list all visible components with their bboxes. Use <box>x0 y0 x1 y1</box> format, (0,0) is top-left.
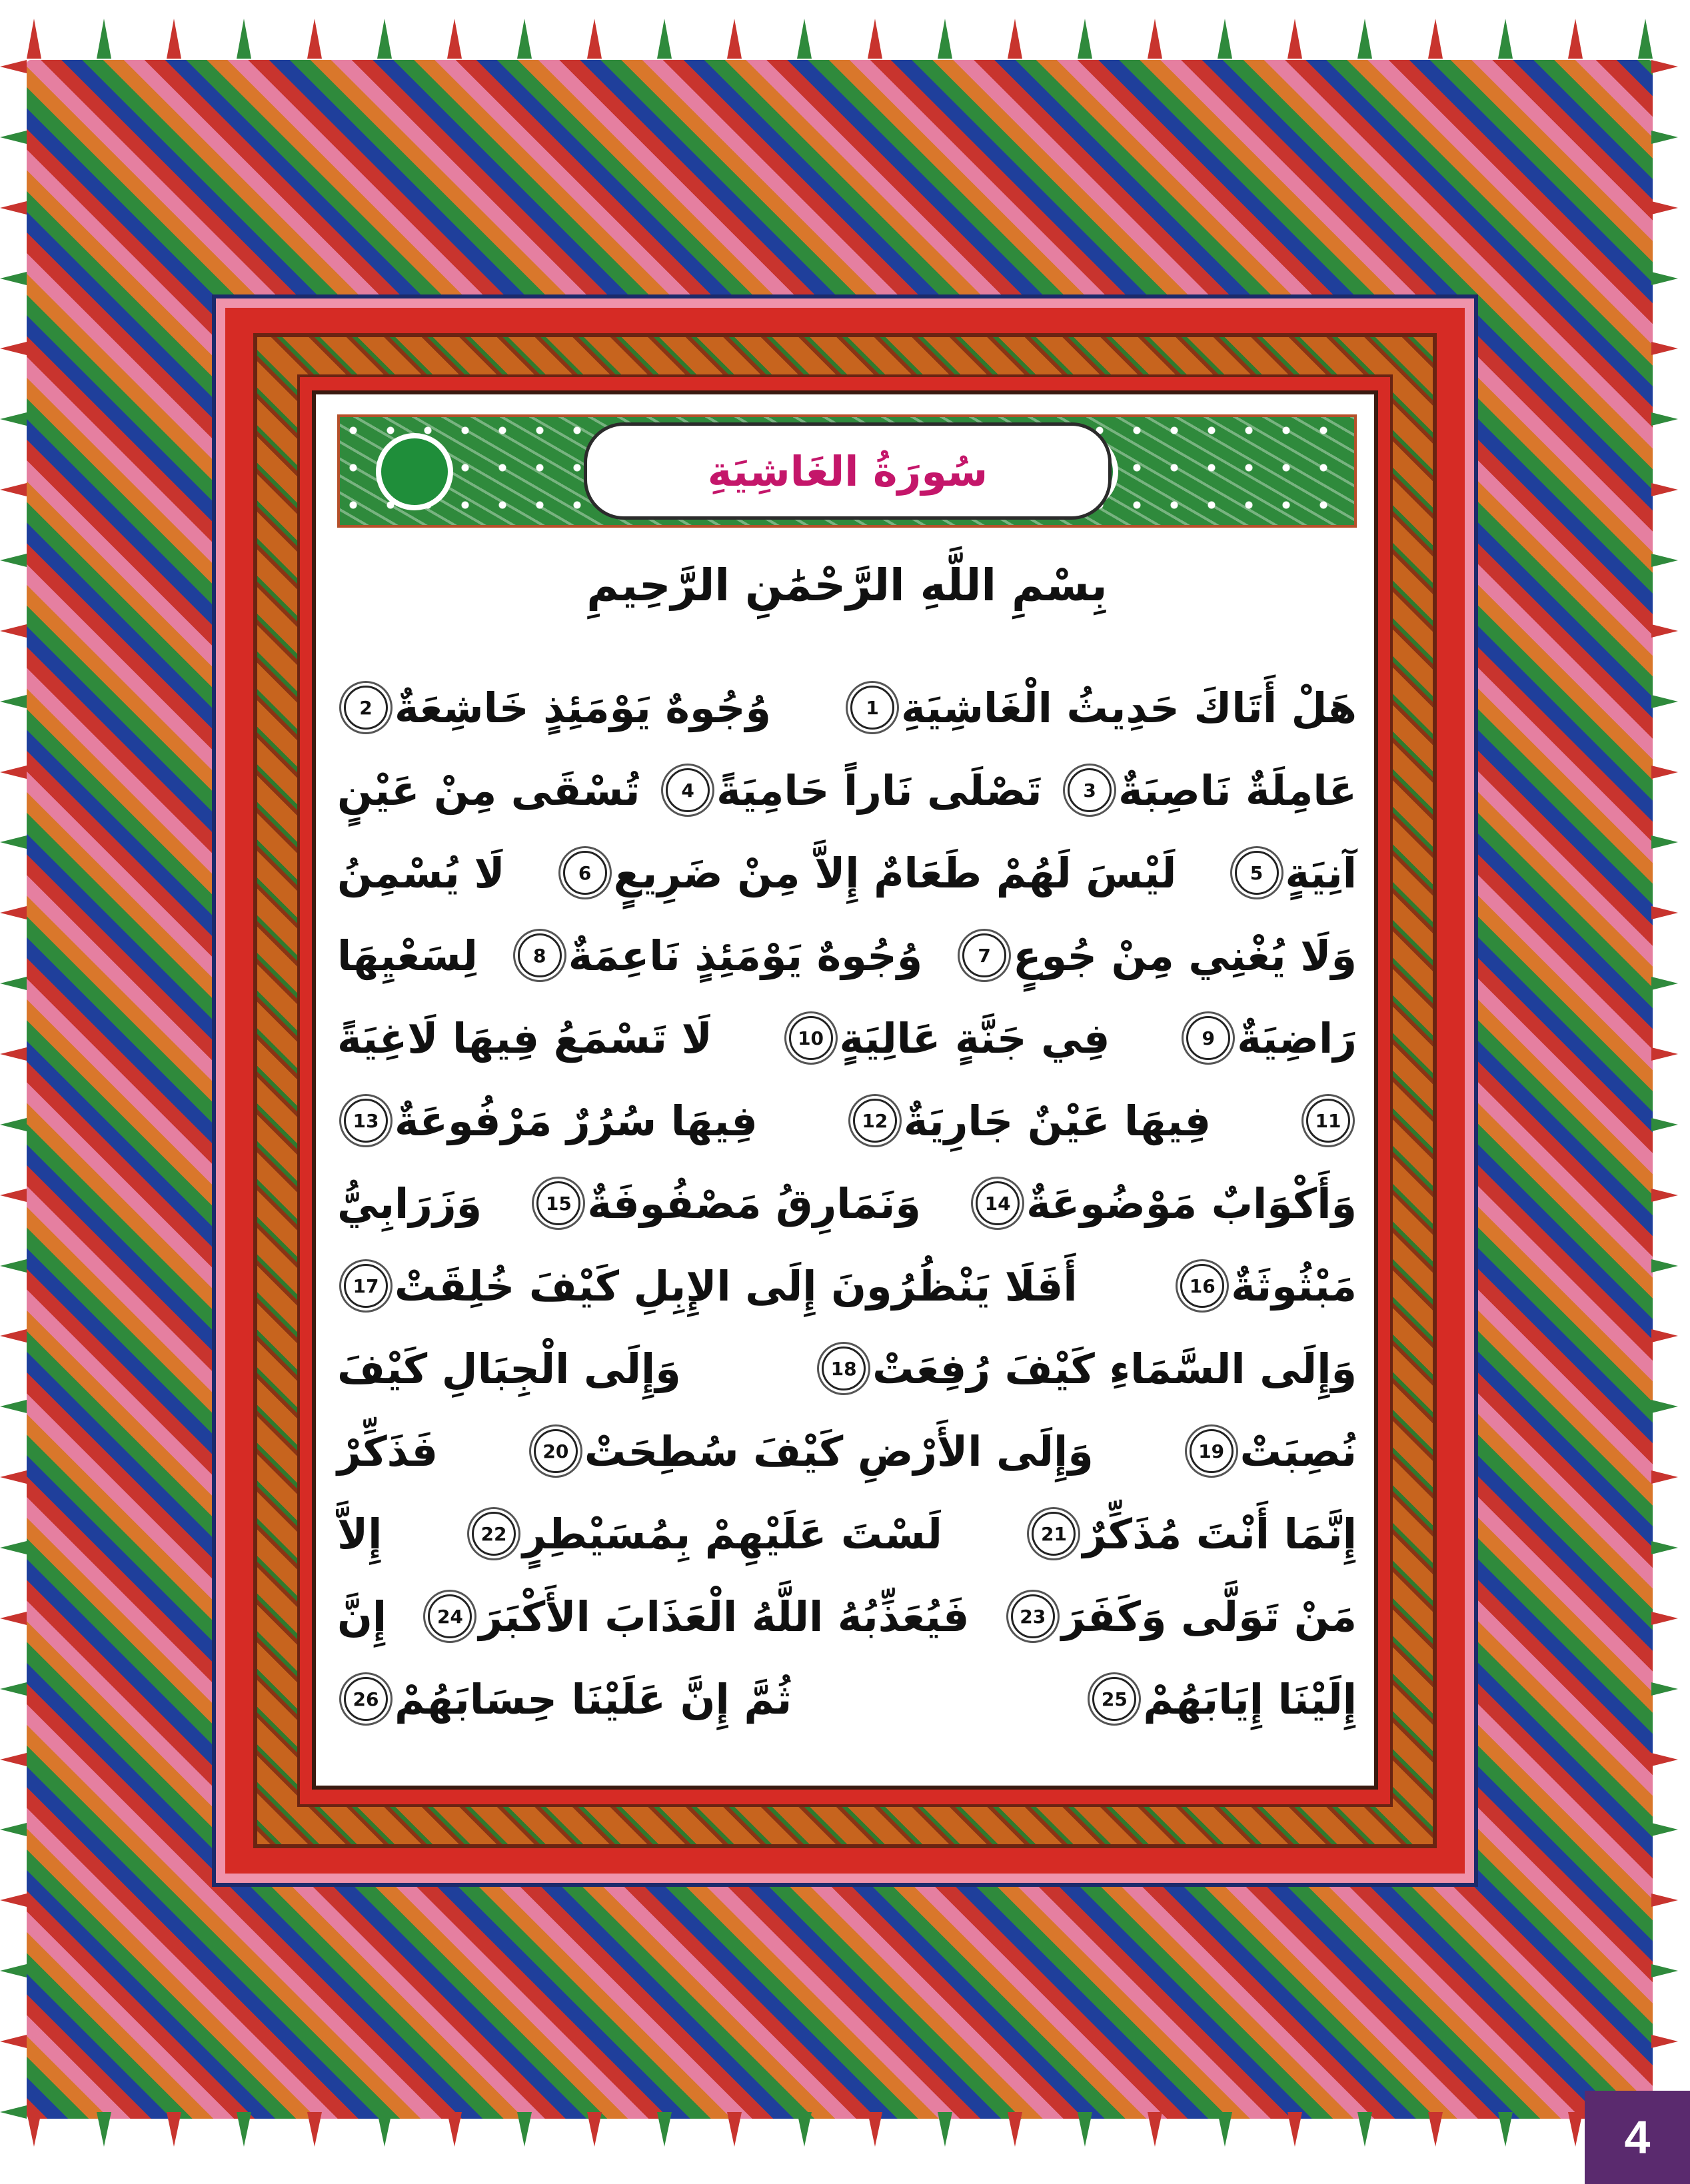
border-spike <box>1428 2112 1443 2147</box>
border-spike <box>1148 19 1162 59</box>
border-spike <box>1651 1329 1678 1343</box>
border-spike <box>0 1047 27 1061</box>
verse-text: تَصْلَى نَاراً حَامِيَةً <box>716 766 1042 815</box>
verse-segment <box>527 1427 1094 1476</box>
border-spike <box>0 1541 27 1554</box>
border-spike <box>0 1259 27 1273</box>
border-spike <box>1651 624 1678 638</box>
verse-line <box>337 749 1357 831</box>
verse-text: مَنْ تَوَلَّى وَكَفَرَ <box>1061 1592 1357 1641</box>
verse-text: نُصِبَتْ <box>1240 1426 1357 1476</box>
border-spike <box>1638 19 1653 59</box>
verse-line <box>337 1162 1357 1245</box>
border-spike <box>0 1400 27 1413</box>
border-spike <box>1287 2112 1302 2147</box>
border-spike <box>0 2105 27 2119</box>
verse-segment <box>1183 1427 1357 1476</box>
verse-text: وَإِلَى السَّمَاءِ كَيْفَ رُفِعَتْ <box>872 1344 1357 1393</box>
border-spike <box>1498 19 1513 59</box>
border-spike <box>1651 554 1678 567</box>
ayah-number-marker: 24 <box>428 1594 472 1638</box>
verse-segment <box>337 1262 1078 1311</box>
verse-segment <box>337 1345 681 1393</box>
verse-line <box>337 1410 1357 1492</box>
border-spike <box>237 2112 251 2147</box>
border-spike <box>0 1189 27 1202</box>
verse-segment <box>1004 1592 1357 1641</box>
ayah-number-marker: 6 <box>563 851 607 895</box>
ayah-number-marker: 5 <box>1235 851 1279 895</box>
verse-segment <box>465 1510 942 1558</box>
verse-segment <box>337 766 640 815</box>
verse-text: إِنَّمَا أَنْتَ مُذَكِّرٌ <box>1082 1509 1357 1558</box>
border-spike <box>1428 19 1443 59</box>
border-spike <box>1078 19 1092 59</box>
verse-segment <box>337 1592 387 1641</box>
border-spike <box>307 19 322 59</box>
ayah-number-marker: 11 <box>1306 1099 1350 1143</box>
ayah-number-marker: 9 <box>1186 1016 1230 1060</box>
border-spike <box>97 19 111 59</box>
verse-text: أَفَلَا يَنْظُرُونَ إِلَى الإِبِلِ كَيْفَ خُلِقَتْ <box>395 1261 1078 1311</box>
verse-segment <box>337 1675 792 1724</box>
verse-text: لَيْسَ لَهُمْ طَعَامٌ إِلاَّ مِنْ ضَرِيعٍ <box>613 848 1177 897</box>
border-spike <box>0 766 27 779</box>
border-spike <box>1218 19 1232 59</box>
verse-text: فِي جَنَّةٍ عَالِيَةٍ <box>839 1013 1110 1063</box>
border-spike <box>587 2112 602 2147</box>
border-spike <box>0 201 27 215</box>
verse-text: مَبْثُوثَةٌ <box>1231 1261 1357 1311</box>
verse-line <box>337 1327 1357 1410</box>
verse-line <box>337 1079 1357 1162</box>
border-spike <box>0 624 27 638</box>
border-spike <box>1651 1823 1678 1836</box>
verse-segment <box>337 1510 382 1558</box>
verse-text: وُجُوهٌ يَوْمَئِذٍ نَاعِمَةٌ <box>568 931 923 980</box>
border-spike <box>0 1470 27 1484</box>
ayah-number-marker: 18 <box>822 1347 866 1390</box>
verse-text: لَا يُسْمِنُ <box>337 848 505 897</box>
border-spike <box>377 19 392 59</box>
border-spike <box>1357 19 1372 59</box>
verse-segment <box>337 849 504 897</box>
verse-line <box>337 997 1357 1079</box>
border-spike <box>1078 2112 1092 2147</box>
border-spike <box>517 19 532 59</box>
border-spike <box>0 695 27 708</box>
verse-text: وَإِلَى الأَرْضِ كَيْفَ سُطِحَتْ <box>584 1426 1094 1476</box>
border-spike <box>1568 2112 1583 2147</box>
border-spike <box>1651 1964 1678 1977</box>
verse-line <box>337 1245 1357 1327</box>
ayah-number-marker: 21 <box>1032 1512 1076 1556</box>
ayah-number-marker: 23 <box>1011 1594 1055 1638</box>
border-spike <box>0 977 27 990</box>
border-spike <box>1651 1541 1678 1554</box>
verse-segment <box>556 849 1177 897</box>
border-spike <box>0 554 27 567</box>
border-spike <box>1651 906 1678 919</box>
verse-segment <box>511 931 923 980</box>
border-spike <box>1651 483 1678 496</box>
verse-text: فَذَكِّرْ <box>337 1426 438 1476</box>
ayah-number-marker: 10 <box>789 1016 833 1060</box>
border-spike <box>237 19 251 59</box>
border-spike <box>0 342 27 355</box>
border-spike <box>868 2112 882 2147</box>
border-spike <box>0 1823 27 1836</box>
verse-text: إِنَّ <box>337 1592 387 1641</box>
border-spike <box>1651 977 1678 990</box>
banner-ornament-left <box>376 433 453 510</box>
ayah-number-marker: 22 <box>472 1512 516 1556</box>
border-spike <box>447 2112 462 2147</box>
verse-text: فِيهَا عَيْنٌ جَارِيَةٌ <box>903 1096 1212 1145</box>
page-number: 4 <box>1585 2091 1690 2184</box>
border-spike <box>0 131 27 144</box>
border-spike <box>1651 412 1678 426</box>
border-spike <box>0 412 27 426</box>
verse-segment <box>815 1345 1357 1393</box>
border-spike <box>0 272 27 285</box>
border-spike <box>727 2112 742 2147</box>
verse-text: وُجُوهٌ يَوْمَئِذٍ خَاشِعَةٌ <box>395 683 772 732</box>
border-spike <box>1287 19 1302 59</box>
ayah-number-marker: 12 <box>853 1099 897 1143</box>
ayah-number-marker: 14 <box>976 1181 1020 1225</box>
verse-text: رَاضِيَةٌ <box>1237 1013 1357 1063</box>
border-spike <box>447 19 462 59</box>
border-spike <box>1651 342 1678 355</box>
verse-segment <box>337 1427 438 1476</box>
verse-segment <box>1086 1675 1357 1724</box>
ayah-number-marker: 8 <box>518 933 562 977</box>
border-spike <box>1651 2035 1678 2048</box>
verse-segment <box>1174 1262 1357 1311</box>
border-spike <box>1651 131 1678 144</box>
verse-segment <box>530 1179 921 1228</box>
surah-title: سُورَةُ الغَاشِيَةِ <box>707 446 988 496</box>
border-spike <box>1148 2112 1162 2147</box>
verse-segment <box>956 931 1357 980</box>
border-spike <box>1651 835 1678 849</box>
border-spike <box>1651 1470 1678 1484</box>
border-spike <box>0 835 27 849</box>
ayah-number-marker: 17 <box>344 1264 388 1308</box>
border-spike <box>0 60 27 73</box>
verse-segment <box>337 1014 712 1063</box>
verse-segment <box>844 684 1357 732</box>
border-spike <box>1651 1189 1678 1202</box>
border-spikes-bottom <box>27 2112 1653 2152</box>
verse-segment <box>969 1179 1357 1228</box>
verse-text: هَلْ أَتَاكَ حَدِيثُ الْغَاشِيَةِ <box>901 683 1357 732</box>
border-spike <box>1651 201 1678 215</box>
border-spike <box>938 2112 952 2147</box>
title-plaque <box>584 422 1112 520</box>
ayah-number-marker: 13 <box>344 1099 388 1143</box>
border-spike <box>1651 1612 1678 1625</box>
verse-text: فِيهَا سُرُرٌ مَرْفُوعَةٌ <box>395 1096 758 1145</box>
border-spike <box>1651 1400 1678 1413</box>
verse-text: إِلَيْنَا إِيَابَهُمْ <box>1143 1674 1357 1724</box>
border-spike <box>0 1753 27 1766</box>
border-spike <box>307 2112 322 2147</box>
border-spike <box>797 2112 812 2147</box>
verse-text: لَسْتَ عَلَيْهِمْ بِمُسَيْطِرٍ <box>522 1509 942 1558</box>
border-spike <box>1218 2112 1232 2147</box>
border-spike <box>1651 1753 1678 1766</box>
border-spike <box>1008 2112 1022 2147</box>
verse-segment <box>846 1097 1211 1145</box>
ayah-number-marker: 16 <box>1180 1264 1224 1308</box>
verse-line <box>337 666 1357 749</box>
verse-segment <box>659 766 1042 815</box>
verse-line <box>337 1658 1357 1740</box>
border-spike <box>0 1118 27 1131</box>
border-spike <box>27 19 41 59</box>
verse-segment <box>337 931 478 980</box>
verse-text: لِسَعْيِهَا <box>337 931 478 980</box>
border-spike <box>1651 272 1678 285</box>
verse-text: لَا تَسْمَعُ فِيهَا لَاغِيَةً <box>337 1013 712 1063</box>
verse-text: تُسْقَى مِنْ عَيْنٍ <box>337 766 640 815</box>
verse-segment <box>1025 1510 1357 1558</box>
ayah-number-marker: 7 <box>962 933 1006 977</box>
verse-text: وَنَمَارِقُ مَصْفُوفَةٌ <box>587 1179 921 1228</box>
verse-text: وَزَرَابِيُّ <box>337 1179 482 1228</box>
border-spike <box>0 2035 27 2048</box>
verse-lines <box>337 666 1357 1772</box>
ayah-number-marker: 20 <box>534 1429 578 1473</box>
border-spike <box>1651 1259 1678 1273</box>
border-spike <box>797 19 812 59</box>
verse-text: آنِيَةٍ <box>1285 848 1357 897</box>
border-spike <box>517 2112 532 2147</box>
border-spikes-top <box>27 19 1653 65</box>
verse-text: ثُمَّ إِنَّ عَلَيْنَا حِسَابَهُمْ <box>395 1674 792 1724</box>
ayah-number-marker: 19 <box>1190 1429 1234 1473</box>
verse-segment <box>337 1097 758 1145</box>
border-spike <box>938 19 952 59</box>
verse-text: وَأَكْوَابٌ مَوْضُوعَةٌ <box>1026 1179 1357 1228</box>
border-spike <box>0 483 27 496</box>
border-spike <box>1651 766 1678 779</box>
verse-line <box>337 914 1357 997</box>
ayah-number-marker: 4 <box>666 768 710 812</box>
verse-line <box>337 831 1357 914</box>
verse-segment <box>1299 1099 1357 1143</box>
border-spike <box>657 2112 672 2147</box>
verse-segment <box>1061 766 1357 815</box>
verse-line <box>337 1492 1357 1575</box>
verse-text: وَإِلَى الْجِبَالِ كَيْفَ <box>337 1344 681 1393</box>
border-spike <box>0 906 27 919</box>
border-spike <box>0 1894 27 1907</box>
border-spike <box>377 2112 392 2147</box>
border-spike <box>1651 1118 1678 1131</box>
ayah-number-marker: 3 <box>1068 768 1112 812</box>
verse-segment <box>421 1592 969 1641</box>
ayah-number-marker: 1 <box>850 686 894 730</box>
verse-text: فَيُعَذِّبُهُ اللَّهُ الْعَذَابَ الأَكْبَرَ <box>478 1592 970 1641</box>
border-spike <box>727 19 742 59</box>
border-spike <box>1008 19 1022 59</box>
border-spike <box>0 1329 27 1343</box>
verse-text: إِلاَّ <box>337 1509 383 1558</box>
ayah-number-marker: 25 <box>1092 1677 1136 1721</box>
border-spike <box>1651 1682 1678 1696</box>
verse-text: وَلَا يُغْنِي مِنْ جُوعٍ <box>1013 931 1357 980</box>
verse-text: عَامِلَةٌ نَاصِبَةٌ <box>1118 766 1357 815</box>
border-spike <box>1568 19 1583 59</box>
ayah-number-marker: 15 <box>536 1181 580 1225</box>
border-spike <box>1357 2112 1372 2147</box>
border-spike <box>1498 2112 1513 2147</box>
basmala: بِسْمِ اللَّهِ الرَّحْمَٰنِ الرَّحِيمِ <box>586 560 1108 611</box>
border-spike <box>1651 60 1678 73</box>
border-spike <box>167 2112 181 2147</box>
verse-segment <box>1180 1014 1357 1063</box>
border-spike <box>167 19 181 59</box>
border-spike <box>587 19 602 59</box>
border-spikes-left <box>0 60 29 2119</box>
border-spike <box>97 2112 111 2147</box>
verse-segment <box>337 1179 482 1228</box>
border-spike <box>0 1612 27 1625</box>
border-spike <box>657 19 672 59</box>
border-spikes-right <box>1651 60 1681 2119</box>
border-spike <box>1651 1894 1678 1907</box>
border-spike <box>1651 1047 1678 1061</box>
verse-segment <box>782 1014 1110 1063</box>
ayah-number-marker: 26 <box>344 1677 388 1721</box>
ayah-number-marker: 2 <box>344 686 388 730</box>
verse-segment <box>337 684 771 732</box>
border-spike <box>1651 695 1678 708</box>
verse-line <box>337 1575 1357 1658</box>
border-spike <box>868 19 882 59</box>
border-spike <box>0 1682 27 1696</box>
verse-segment <box>1228 849 1357 897</box>
border-spike <box>0 1964 27 1977</box>
